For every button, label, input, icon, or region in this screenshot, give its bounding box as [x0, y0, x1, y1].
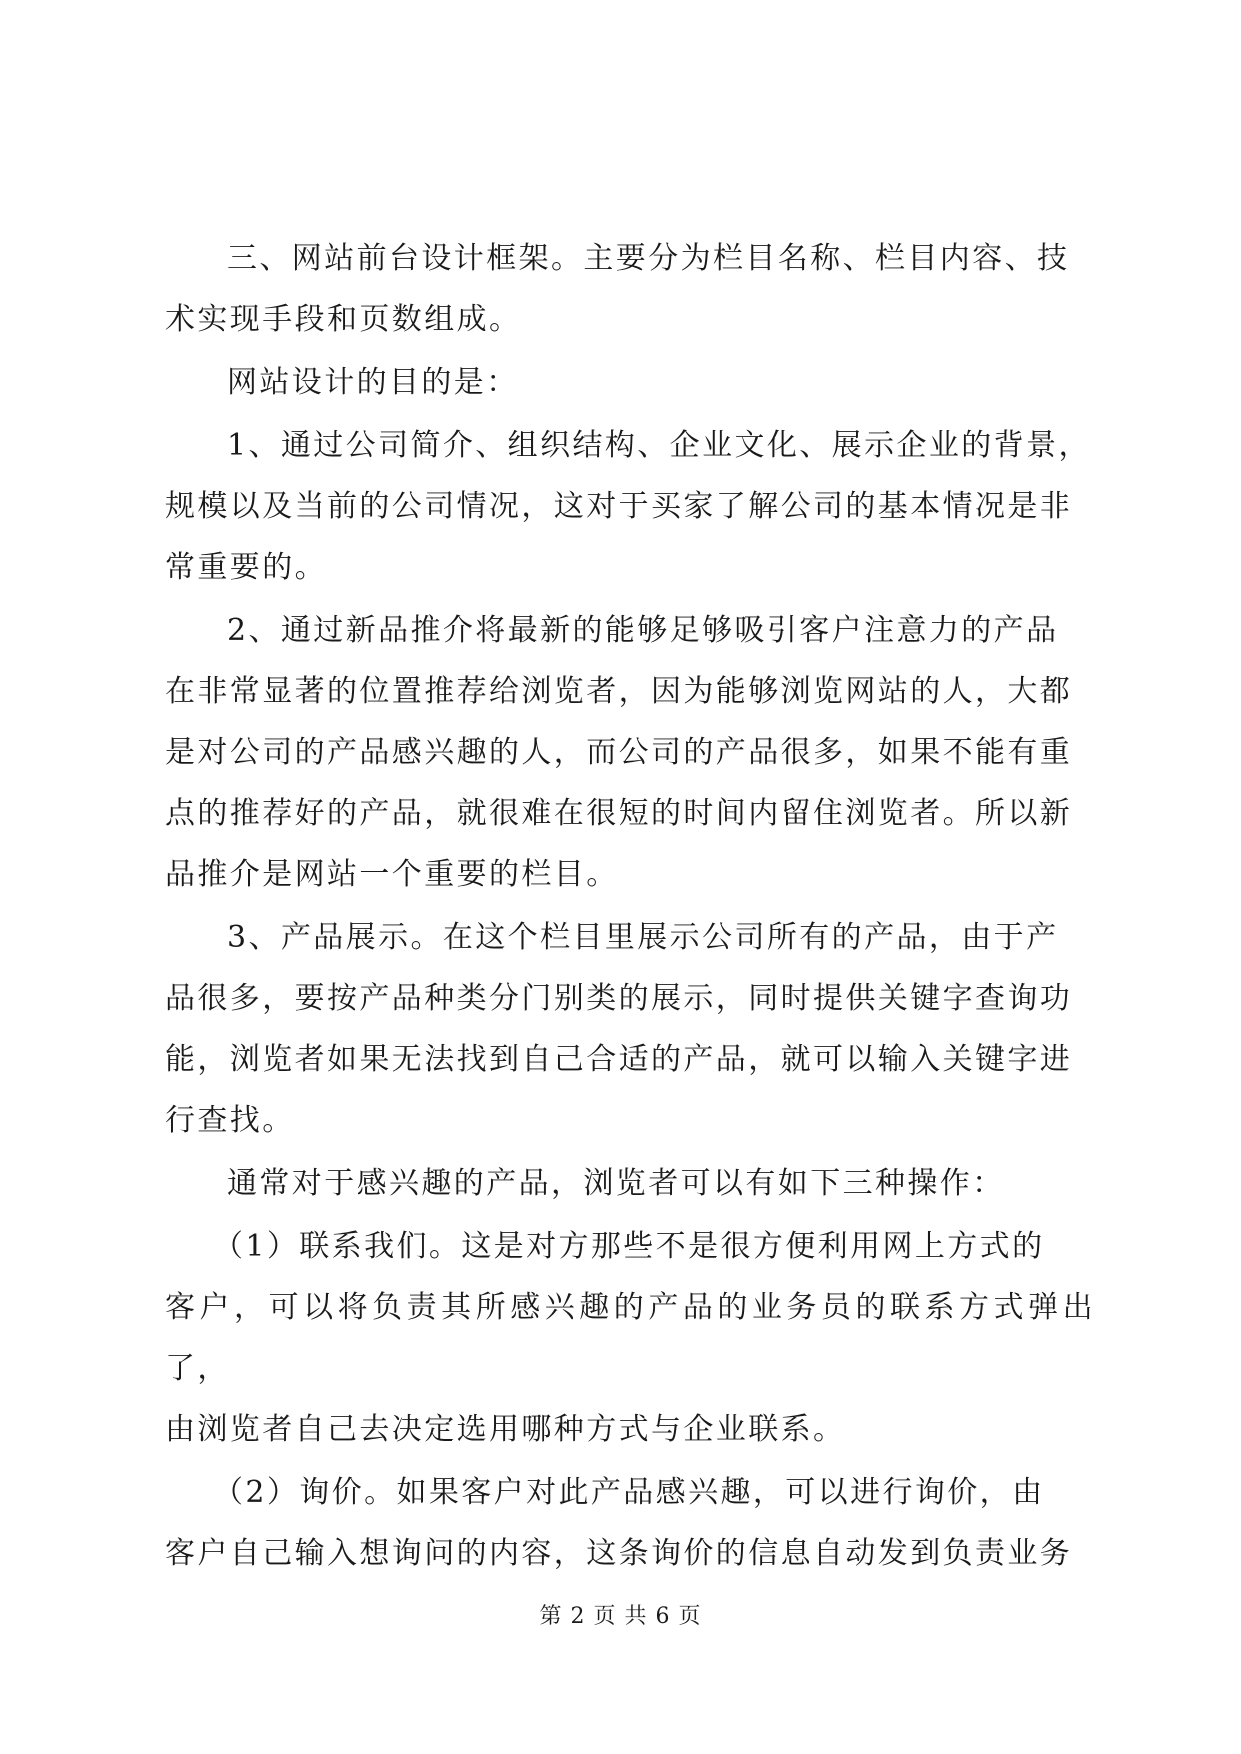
text-line: 常重要的。 [165, 550, 327, 585]
text-line: 点的推荐好的产品，就很难在很短的时间内留住浏览者。所以新 [165, 796, 1073, 831]
paragraph-design-purpose [165, 352, 1095, 413]
text-line: 1、通过公司简介、组织结构、企业文化、展示企业的背景， [227, 428, 1091, 463]
paragraph-item-3 [165, 907, 1095, 1151]
text-line: 品推介是网站一个重要的栏目。 [165, 857, 619, 892]
text-line: 行查找。 [165, 1103, 295, 1138]
text-line: 规模以及当前的公司情况，这对于买家了解公司的基本情况是非 [165, 489, 1073, 524]
document-body [165, 228, 1095, 1586]
paragraph-contact-us [165, 1216, 1095, 1460]
text-line: 通常对于感兴趣的产品，浏览者可以有如下三种操作： [227, 1166, 1005, 1201]
text-line: 网站设计的目的是： [227, 365, 519, 400]
text-line: 由浏览者自己去决定选用哪种方式与企业联系。 [165, 1412, 846, 1447]
paragraph-three-operations [165, 1153, 1095, 1214]
text-line: 术实现手段和页数组成。 [165, 302, 522, 337]
text-line: 能，浏览者如果无法找到自己合适的产品，就可以输入关键字进 [165, 1042, 1073, 1077]
text-line: 是对公司的产品感兴趣的人，而公司的产品很多，如果不能有重 [165, 735, 1073, 770]
paragraph-frontend-framework [165, 228, 1095, 350]
text-line: 2、通过新品推介将最新的能够足够吸引客户注意力的产品 [227, 613, 1059, 648]
text-line: 在非常显著的位置推荐给浏览者，因为能够浏览网站的人，大都 [165, 674, 1073, 709]
text-line: 客户，可以将负责其所感兴趣的产品的业务员的联系方式弹出了， [165, 1290, 1095, 1386]
text-line: 客户自己输入想询问的内容，这条询价的信息自动发到负责业务 [165, 1536, 1073, 1571]
page-number-footer: 第 2 页 共 6 页 [539, 1604, 702, 1629]
text-line: （1）联系我们。这是对方那些不是很方便利用网上方式的 [213, 1229, 1045, 1264]
text-line: 3、产品展示。在这个栏目里展示公司所有的产品，由于产 [227, 920, 1059, 955]
text-line: 品很多，要按产品种类分门别类的展示，同时提供关键字查询功 [165, 981, 1073, 1016]
paragraph-item-2 [165, 600, 1095, 905]
text-line: （2）询价。如果客户对此产品感兴趣，可以进行询价，由 [213, 1475, 1045, 1510]
paragraph-inquiry [165, 1462, 1095, 1584]
text-line: 三、网站前台设计框架。主要分为栏目名称、栏目内容、技 [227, 241, 1070, 276]
paragraph-item-1 [165, 415, 1095, 598]
